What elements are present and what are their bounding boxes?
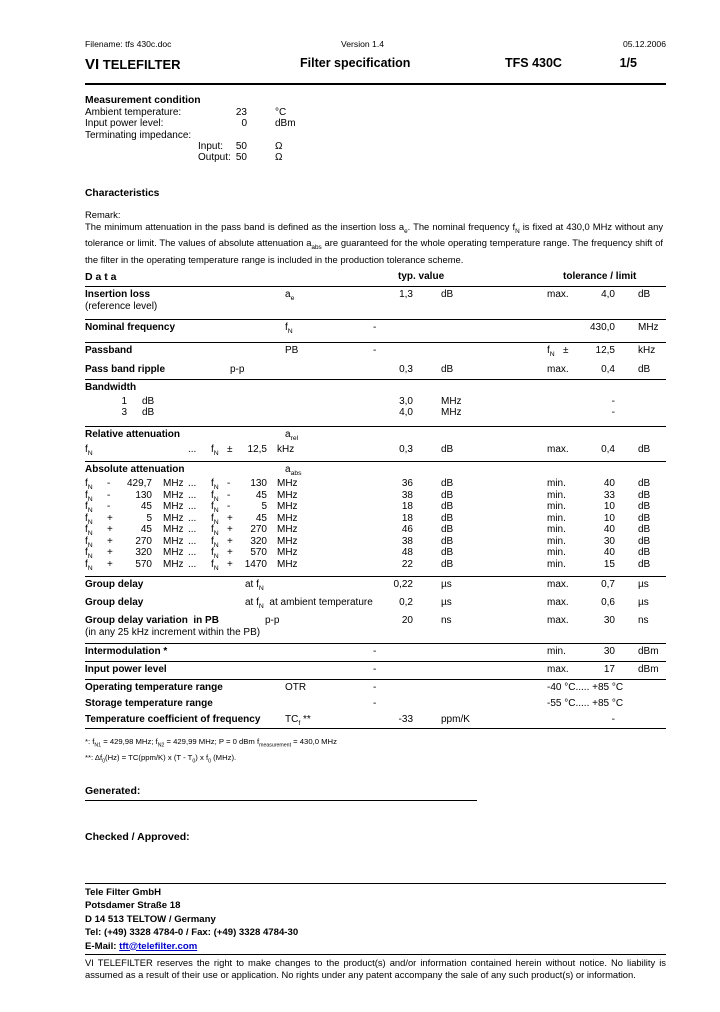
range-sign: - — [107, 478, 111, 489]
mc-unit: Ω — [275, 140, 283, 152]
model-number: TFS 430C — [505, 56, 562, 70]
fn-symbol: $f_N$ — [85, 444, 93, 457]
company-city: D 14 513 TELTOW / Germany — [85, 913, 216, 925]
row-label: Temperature coefficient of frequency — [85, 713, 261, 725]
fn-symbol: $f_N$ — [85, 512, 93, 526]
row-bandwidth-3db — [85, 407, 666, 427]
header-data: D a t a — [85, 271, 117, 283]
mc-unit: °C — [275, 107, 287, 118]
tol-value: 4,0 — [601, 289, 615, 300]
mc-value: 50 — [235, 152, 247, 164]
tol-value: - — [611, 396, 615, 407]
range-value: 45 — [255, 512, 267, 524]
typ-value: 36 — [401, 478, 413, 489]
range-sign: + — [227, 535, 233, 547]
bw-unit: dB — [142, 396, 155, 407]
company-phone-fax: Tel: (+49) 3328 4784-0 / Fax: (+49) 3328 4784-30 — [85, 927, 299, 939]
section-label: Relative attenuation — [85, 429, 181, 440]
row-label: Pass band ripple — [85, 364, 166, 375]
range-sign: - — [227, 478, 231, 489]
range-value: 5 — [146, 512, 152, 524]
range-unit: MHz — [277, 547, 298, 558]
header-rule — [85, 83, 666, 85]
typ-value: 46 — [401, 524, 413, 535]
company-street: Potsdamer Straße 18 — [85, 900, 181, 912]
tol-value: 40 — [603, 547, 615, 558]
typ-value: 22 — [401, 558, 413, 570]
row-label: Storage temperature range — [85, 697, 213, 709]
typ-unit: dB — [441, 524, 454, 535]
mc-unit: Ω — [275, 152, 283, 164]
footnote-1: *: $f_{N1} = 429,98$ MHz; $f_{N2} = 429,99$ MHz; P = 0 dBm $f_{measurement} = 430,0$ MHz — [85, 737, 337, 749]
section-symbol: $a_{rel}$ — [285, 429, 299, 442]
tol-prefix: max. — [547, 289, 569, 300]
range-dots: ... — [188, 501, 197, 512]
typ-value: -33 — [398, 713, 413, 725]
row-absolute-attenuation — [85, 478, 666, 490]
tol-prefix: max. — [547, 364, 569, 375]
range-sign: + — [227, 558, 233, 570]
mc-row — [85, 152, 405, 163]
range-value: 270 — [135, 535, 152, 547]
typ-unit: dB — [441, 535, 454, 547]
range-value: 570 — [135, 558, 152, 570]
range-value: 270 — [250, 524, 267, 535]
typ-value: - — [373, 645, 377, 657]
fn-symbol: $f_N$ — [211, 512, 219, 526]
tol-value: 17 — [603, 663, 615, 675]
section-symbol: $a_{abs}$ — [285, 464, 302, 477]
company-name: Tele Filter GmbH — [85, 887, 162, 898]
tol-unit: kHz — [638, 345, 656, 356]
row-passband-ripple — [85, 362, 666, 380]
mc-value: 50 — [235, 140, 247, 152]
row-condition: at $f_N$ at ambient temperature — [245, 596, 373, 610]
range-value: 429,7 — [126, 478, 152, 489]
typ-value: 20 — [401, 614, 413, 626]
fn-symbol: $f_N$ — [85, 547, 93, 560]
tol-unit: ns — [638, 614, 649, 626]
row-group-delay-1 — [85, 577, 666, 595]
company-logo — [85, 56, 181, 73]
typ-unit: dB — [441, 547, 454, 558]
data-table — [85, 266, 666, 729]
remark-paragraph: The minimum attenuation in the pass band is defined as the insertion loss $a_e$. The nominal frequency $f_N$ is fixed at 430,0 MHz without any tolerance or limit. The values of absolute attenuation $a_{abs}$ are guaranteed for the whole operating temperature range. The frequency shift of the filter in the operating temperature range is included in the production tolerance scheme. — [85, 221, 664, 265]
typ-unit: MHz — [441, 396, 462, 407]
page-number: 1/5 — [619, 56, 637, 70]
row-relative-attenuation — [85, 444, 666, 462]
tol-unit: dB — [638, 558, 651, 570]
range-unit: MHz — [163, 512, 184, 524]
fn-symbol: $f_N$ — [211, 535, 219, 549]
document-header — [85, 56, 666, 80]
remark-label: Remark: — [85, 209, 121, 220]
fn-symbol: $f_N$ — [211, 489, 219, 503]
range-unit: MHz — [163, 478, 184, 489]
row-sublabel: (reference level) — [85, 301, 158, 312]
tol-prefix: min. — [547, 501, 566, 512]
range-unit: MHz — [163, 524, 184, 535]
range-sign: - — [107, 489, 111, 501]
mc-label-indented: Output: — [198, 152, 231, 164]
range-unit: MHz — [163, 489, 184, 501]
tol-unit: dB — [638, 489, 651, 501]
row-group-delay-2 — [85, 595, 666, 613]
bw-value: 3 — [121, 407, 127, 418]
typ-value: 0,22 — [393, 578, 413, 590]
mc-row — [85, 118, 405, 129]
range-dots: ... — [188, 535, 197, 547]
section-label: Absolute attenuation — [85, 464, 185, 475]
logo-vi-text: VI — [85, 56, 100, 73]
row-absolute-attenuation — [85, 559, 666, 577]
tol-value: 40 — [603, 478, 615, 489]
range-dots: ... — [188, 478, 197, 489]
company-address-block — [85, 884, 666, 955]
filename-text: Filename: tfs 430c.doc — [85, 39, 172, 49]
row-label: Intermodulation * — [85, 645, 168, 657]
row-label: Group delay — [85, 596, 144, 608]
tol-value: 0,4 — [601, 364, 615, 375]
range-sign: + — [107, 547, 113, 558]
range-sign: - — [107, 501, 111, 512]
mc-label: Ambient temperature: — [85, 107, 182, 118]
range-unit: MHz — [277, 489, 298, 501]
bw-value: 1 — [121, 396, 127, 407]
range-unit: MHz — [277, 535, 298, 547]
mc-label: Terminating impedance: — [85, 129, 192, 141]
range-sign: + — [107, 512, 113, 524]
footnotes — [85, 736, 337, 767]
typ-value: - — [373, 663, 377, 675]
row-absolute-attenuation — [85, 547, 666, 559]
tol-prefix: min. — [547, 558, 566, 570]
page-title: Filter specification — [300, 56, 411, 70]
mc-value: 23 — [235, 107, 247, 118]
row-bandwidth-1db — [85, 396, 666, 407]
tol-prefix: min. — [547, 645, 566, 657]
mc-unit: dBm — [275, 118, 296, 130]
typ-unit: ppm/K — [441, 713, 470, 725]
typ-value: 48 — [401, 547, 413, 558]
row-symbol: $f_N$ — [285, 322, 293, 335]
range-unit: MHz — [277, 558, 298, 570]
row-label: Group delay variation in PB — [85, 614, 219, 626]
tol-unit: dB — [638, 547, 651, 558]
typ-value: - — [373, 681, 377, 693]
tol-prefix: max. — [547, 578, 569, 590]
row-symbol: $a_e$ — [285, 289, 295, 302]
range-sign: + — [227, 512, 233, 524]
range-value: 45 — [140, 501, 152, 512]
tol-range: -40 °C..... +85 °C — [547, 681, 624, 693]
checked-approved-label: Checked / Approved: — [85, 831, 190, 843]
typ-value: - — [373, 322, 377, 333]
fn-symbol: $f_N$ — [211, 547, 219, 560]
mc-value: 0 — [241, 118, 247, 130]
typ-unit: dB — [441, 512, 454, 524]
logo-telefilter-text: TELEFILTER — [99, 57, 181, 72]
range-value: 320 — [135, 547, 152, 558]
row-label: Input power level — [85, 663, 167, 675]
row-insertion-loss — [85, 287, 666, 320]
typ-unit: dB — [441, 444, 454, 455]
tol-prefix: max. — [547, 444, 569, 455]
tol-prefix: max. — [547, 596, 569, 608]
tol-value: 40 — [603, 524, 615, 535]
tol-range: -55 °C..... +85 °C — [547, 697, 624, 709]
typ-value: 0,3 — [399, 444, 413, 455]
range-value: 130 — [135, 489, 152, 501]
row-storage-temperature-range — [85, 696, 666, 712]
tol-unit: dBm — [638, 645, 659, 657]
tol-unit: dB — [638, 289, 651, 300]
range-unit: MHz — [277, 478, 298, 489]
range-dots: ... — [188, 547, 197, 558]
tol-unit: dB — [638, 524, 651, 535]
tol-unit: dB — [638, 512, 651, 524]
measurement-condition-title: Measurement condition — [85, 95, 201, 106]
email-link[interactable]: tft@telefilter.com — [119, 940, 198, 952]
tol-unit: dB — [638, 478, 651, 489]
row-absolute-attenuation — [85, 513, 666, 525]
fn-symbol: $f_N$ — [211, 558, 219, 572]
tol-unit: dB — [638, 501, 651, 512]
fn-symbol: $f_N$ — [85, 535, 93, 549]
typ-value: 1,3 — [399, 289, 413, 300]
range-dots: ... — [188, 558, 197, 570]
legal-disclaimer: VI TELEFILTER reserves the right to make changes to the product(s) and/or information contained herein without notice. No liability is assumed as a result of their use or application. No rights under any patent accompany the sale of any such product(s) or information. — [85, 957, 666, 981]
row-input-power-level — [85, 662, 666, 680]
tol-value: 30 — [603, 645, 615, 657]
date-text: 05.12.2006 — [622, 39, 666, 49]
tol-prefix: min. — [547, 547, 566, 558]
typ-value: 0,3 — [399, 364, 413, 375]
row-absolute-attenuation — [85, 536, 666, 548]
fn-symbol: $f_N$ — [211, 444, 219, 457]
range-dots: ... — [188, 512, 197, 524]
mc-row — [85, 107, 405, 118]
tol-prefix: min. — [547, 512, 566, 524]
mc-row — [85, 141, 405, 152]
range-value: 12,5 — [247, 444, 267, 455]
row-absolute-attenuation — [85, 524, 666, 536]
characteristics-title: Characteristics — [85, 188, 160, 199]
range-value: 45 — [255, 489, 267, 501]
tol-unit: dB — [638, 444, 651, 455]
mc-row — [85, 130, 405, 141]
tol-value: 15 — [603, 558, 615, 570]
typ-value: 0,2 — [399, 596, 413, 608]
range-sign: + — [227, 524, 233, 535]
measurement-condition-table — [85, 107, 405, 163]
typ-value: 38 — [401, 535, 413, 547]
typ-unit: µs — [441, 596, 452, 608]
range-sign: - — [227, 501, 231, 512]
mc-label: Input power level: — [85, 118, 164, 130]
row-condition: p-p — [230, 364, 245, 375]
row-label: Passband — [85, 345, 133, 356]
range-unit: MHz — [277, 524, 298, 535]
range-sign: + — [227, 547, 233, 558]
row-operating-temperature-range — [85, 680, 666, 696]
row-passband — [85, 343, 666, 362]
tol-value: 0,4 — [601, 444, 615, 455]
tol-value: 0,6 — [601, 596, 615, 608]
row-sublabel: (in any 25 kHz increment within the PB) — [85, 626, 261, 638]
range-unit: kHz — [277, 444, 295, 455]
document-meta-row — [85, 39, 666, 52]
row-temperature-coefficient — [85, 712, 666, 729]
tol-value: 10 — [603, 512, 615, 524]
range-value: 570 — [250, 547, 267, 558]
typ-unit: dB — [441, 478, 454, 489]
typ-unit: dB — [441, 289, 454, 300]
typ-unit: ns — [441, 614, 452, 626]
row-bandwidth-header — [85, 380, 666, 396]
fn-symbol: $f_N$ — [211, 524, 219, 537]
document-footer — [85, 883, 666, 981]
row-label: Nominal frequency — [85, 322, 176, 333]
range-sign: + — [107, 524, 113, 535]
range-sign: + — [107, 535, 113, 547]
row-relative-attenuation-header — [85, 427, 666, 444]
row-label: Insertion loss — [85, 289, 151, 300]
range-unit: MHz — [163, 547, 184, 558]
typ-unit: MHz — [441, 407, 462, 418]
tol-value: 430,0 — [589, 322, 615, 333]
typ-unit: dB — [441, 489, 454, 501]
typ-value: 38 — [401, 489, 413, 501]
tol-prefix: min. — [547, 524, 566, 535]
fn-symbol: $f_N$ — [211, 501, 219, 514]
tol-prefix: min. — [547, 535, 566, 547]
range-dots: ... — [188, 489, 197, 501]
typ-unit: dB — [441, 364, 454, 375]
fn-symbol: $f_N$ — [85, 558, 93, 572]
header-typ-value: typ. value — [398, 271, 445, 282]
range-sign: + — [107, 558, 113, 570]
row-intermodulation — [85, 644, 666, 662]
section-label: Bandwidth — [85, 382, 137, 393]
row-symbol: PB — [285, 345, 299, 356]
tol-value: 10 — [603, 501, 615, 512]
row-nominal-frequency — [85, 320, 666, 343]
typ-value: 18 — [401, 512, 413, 524]
typ-value: 18 — [401, 501, 413, 512]
fn-symbol: $f_N$ — [85, 524, 93, 537]
range-value: 320 — [250, 535, 267, 547]
tol-value: 0,7 — [601, 578, 615, 590]
row-condition: at $f_N$ — [245, 578, 264, 592]
range-sign: ± — [227, 444, 233, 455]
typ-value: - — [373, 697, 377, 709]
tol-unit: µs — [638, 596, 649, 608]
range-dots: ... — [188, 444, 197, 455]
email-label: E-Mail: — [85, 940, 120, 952]
typ-unit: dB — [441, 501, 454, 512]
tol-prefix: min. — [547, 489, 566, 501]
row-absolute-attenuation-header — [85, 462, 666, 478]
tol-value: - — [611, 407, 615, 418]
tol-value: 33 — [603, 489, 615, 501]
range-value: 45 — [140, 524, 152, 535]
typ-value: - — [373, 345, 377, 356]
tol-value: 30 — [603, 535, 615, 547]
tol-prefix: $f_N$ ± — [547, 345, 569, 358]
tol-unit: MHz — [638, 322, 659, 333]
range-unit: MHz — [277, 501, 298, 512]
tol-unit: dBm — [638, 663, 659, 675]
data-table-header — [85, 266, 666, 287]
row-absolute-attenuation — [85, 501, 666, 513]
tol-value: 30 — [603, 614, 615, 626]
typ-unit: dB — [441, 558, 454, 570]
range-unit: MHz — [277, 512, 298, 524]
row-label: Operating temperature range — [85, 681, 223, 693]
typ-value: 4,0 — [399, 407, 413, 418]
fn-symbol: $f_N$ — [85, 478, 93, 491]
tol-prefix: min. — [547, 478, 566, 489]
range-value: 1470 — [244, 558, 267, 570]
row-condition: p-p — [265, 614, 280, 626]
typ-unit: µs — [441, 578, 452, 590]
fn-symbol: $f_N$ — [211, 478, 219, 491]
range-unit: MHz — [163, 501, 184, 512]
row-group-delay-variation — [85, 613, 666, 644]
tol-unit: dB — [638, 364, 651, 375]
footnote-2: **: $\Delta f_0(Hz) = TC(ppm/K)$ x $(T - T_0)$ x $f_0$ (MHz). — [85, 752, 237, 765]
tol-unit: dB — [638, 535, 651, 547]
range-unit: MHz — [163, 558, 184, 570]
mc-label-indented: Input: — [198, 140, 224, 152]
row-symbol: OTR — [285, 681, 307, 693]
range-unit: MHz — [163, 535, 184, 547]
tol-prefix: max. — [547, 614, 569, 626]
tol-value: - — [611, 713, 615, 725]
company-email-line — [85, 940, 666, 953]
header-tolerance-limit: tolerance / limit — [563, 271, 637, 282]
row-label: Group delay — [85, 578, 144, 590]
range-value: 130 — [250, 478, 267, 489]
range-dots: ... — [188, 524, 197, 535]
tol-value: 12,5 — [595, 345, 615, 356]
tol-unit: µs — [638, 578, 649, 590]
version-text: Version 1.4 — [341, 39, 384, 49]
range-sign: - — [227, 489, 231, 501]
bw-unit: dB — [142, 407, 155, 418]
tol-prefix: max. — [547, 663, 569, 675]
generated-signature-line: Generated: — [85, 785, 477, 801]
typ-value: 3,0 — [399, 396, 413, 407]
fn-symbol: $f_N$ — [85, 501, 93, 514]
row-symbol: $TC_f$ ** — [285, 713, 311, 727]
row-absolute-attenuation — [85, 490, 666, 502]
range-value: 5 — [261, 501, 267, 512]
fn-symbol: $f_N$ — [85, 489, 93, 503]
